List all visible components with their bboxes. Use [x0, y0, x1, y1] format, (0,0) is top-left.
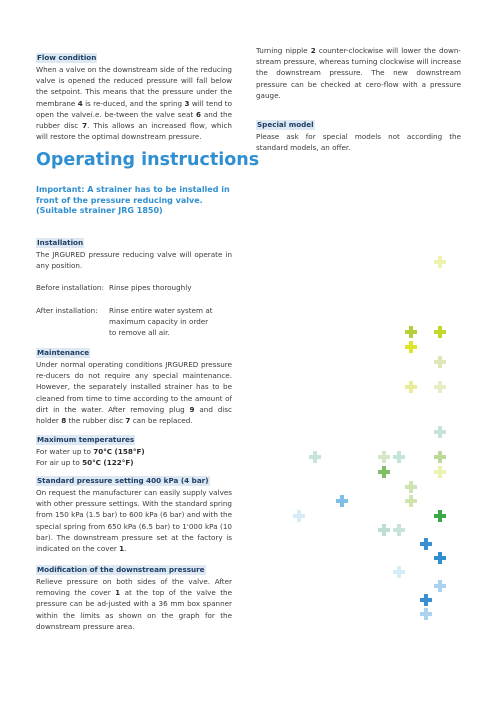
plus-icon: [434, 356, 446, 368]
plus-icon: [378, 524, 390, 536]
plus-icon: [420, 538, 432, 550]
plus-icon: [434, 510, 446, 522]
important-line-1: Important: A strainer has to be installed in: [36, 185, 230, 194]
plus-icon: [434, 326, 446, 338]
temperatures-heading: Maximum temperatures: [37, 435, 135, 444]
special-model-heading: Special model: [257, 120, 314, 130]
flow-condition-section: [36, 45, 232, 142]
plus-icon: [434, 381, 446, 393]
plus-icon: [405, 326, 417, 338]
temperatures-section: [36, 427, 232, 468]
plus-icon: [378, 466, 390, 478]
modification-heading: Modification of the downstream pressure: [37, 565, 205, 574]
plus-icon: [434, 426, 446, 438]
maintenance-heading: Maintenance: [37, 348, 90, 357]
pressure-setting-section: [36, 468, 232, 554]
plus-icon: [434, 256, 446, 268]
maintenance-section: [36, 340, 232, 426]
temperature-air: For air up to 50°C (122°F): [36, 458, 134, 468]
important-line-2: front of the pressure reducing valve.: [36, 195, 203, 205]
before-installation-value: Rinse pipes thoroughly: [109, 283, 192, 293]
turning-text: Turning nipple 2 counter-clockwise will lower the down-stream pressure, whereas turning clockwise will increase the downstream pressure. The new downstream pressure can be checked at cero-flow with a pressure gauge.: [256, 46, 461, 100]
page-title: Operating instructions: [36, 150, 260, 170]
installation-heading: Installation: [37, 238, 84, 247]
plus-icon: [309, 451, 321, 463]
plus-icon: [336, 495, 348, 507]
after-installation-row: [36, 305, 232, 339]
flow-condition-text: When a valve on the downstream side of the reducing valve is opened the reduced pressure will fall below the setpoint. This means that the pressure under the membrane 4 is re-duced, and the spring 3 will tend to open the valvei.e. be-tween the valve seat 6 and the rubber disc 7. This allows an increased flow, which will restore the optimal downstream pressure.: [36, 65, 233, 142]
plus-icon: [405, 481, 417, 493]
important-line-3: (Suitable strainer JRG 1850): [36, 206, 163, 216]
plus-icon: [434, 451, 446, 463]
flow-condition-heading: Flow condition: [37, 53, 97, 62]
plus-icon: [393, 566, 405, 578]
plus-icon: [405, 341, 417, 353]
after-installation-value: Rinse entire water system at maximum capacity in order to remove all air.: [109, 305, 213, 338]
plus-icon: [434, 580, 446, 592]
before-installation-label: Before installation:: [36, 283, 104, 293]
plus-icon: [378, 451, 390, 463]
turning-section: [256, 45, 461, 153]
before-installation-row: [36, 282, 232, 293]
plus-icon: [434, 466, 446, 478]
plus-icon: [293, 510, 305, 522]
pressure-setting-text: On request the manufacturer can easily supply valves with other pressure settings. With the standard spring from 150 kPa (1.5 bar) to 600 kPa (6 bar) and with the special spring from 650 kPa (6.5 bar) to 1'000 kPa (10 bar). The downstream pressure set at the factory is indicated on the cover 1.: [36, 488, 232, 554]
modification-text: Relieve pressure on both sides of the valve. After removing the cover 1 at the top of the valve the pressure can be ad-justed with a 36 mm box spanner within the limits as shown on the graph for the downstream pressure area.: [36, 577, 232, 631]
important-note: [36, 185, 236, 217]
installation-text: The JRGURED pressure reducing valve will operate in any position.: [36, 250, 232, 271]
plus-icon: [420, 608, 432, 620]
installation-section: [36, 230, 232, 338]
plus-icon: [434, 552, 446, 564]
plus-icon: [393, 451, 405, 463]
maintenance-text: Under normal operating conditions JRGURED pressure re-ducers do not require any special maintenance. However, the separately installed strainer has to be cleaned from time to time according to the amount of dirt in the water. After removing plug 9 and disc holder 8 the rubber disc 7 can be replaced.: [36, 360, 232, 426]
plus-icon: [405, 381, 417, 393]
plus-icon: [420, 594, 432, 606]
special-model-text: Please ask for special models not according the standard models, an offer.: [256, 132, 461, 153]
plus-icon: [393, 524, 405, 536]
pressure-setting-heading: Standard pressure setting 400 kPa (4 bar): [37, 476, 209, 485]
modification-section: [36, 557, 232, 632]
plus-icon: [405, 495, 417, 507]
temperature-water: For water up to 70°C (158°F): [36, 447, 145, 456]
after-installation-label: After installation:: [36, 305, 98, 315]
